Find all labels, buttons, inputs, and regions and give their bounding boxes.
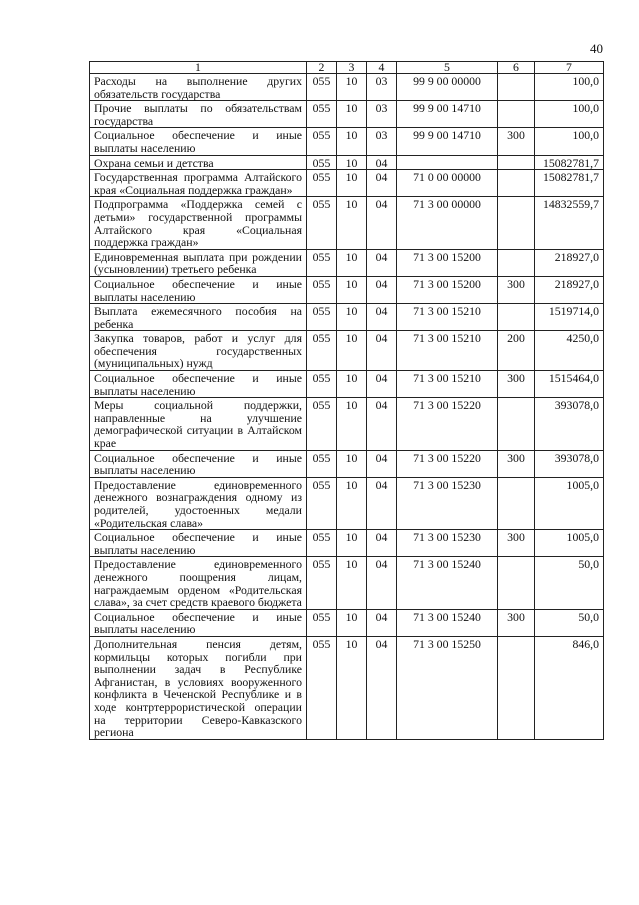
code-cell-3: 10	[337, 398, 367, 450]
code-cell-6	[498, 155, 535, 170]
page-number: 40	[590, 41, 603, 56]
code-cell-2: 055	[307, 609, 337, 636]
amount-cell: 15082781,7	[535, 155, 604, 170]
code-cell-6: 300	[498, 450, 535, 477]
amount-cell: 393078,0	[535, 450, 604, 477]
amount-cell: 1515464,0	[535, 371, 604, 398]
code-cell-5: 71 3 00 15200	[397, 249, 498, 276]
code-cell-2: 055	[307, 477, 337, 529]
code-cell-3: 10	[337, 74, 367, 101]
code-cell-4: 04	[367, 557, 397, 609]
item-name-cell: Охрана семьи и детства	[90, 155, 307, 170]
amount-cell: 1519714,0	[535, 304, 604, 331]
code-cell-3: 10	[337, 101, 367, 128]
code-cell-2: 055	[307, 371, 337, 398]
amount-cell: 1005,0	[535, 477, 604, 529]
code-cell-2: 055	[307, 128, 337, 155]
budget-table	[89, 61, 604, 740]
amount-cell: 846,0	[535, 636, 604, 739]
code-cell-4: 04	[367, 450, 397, 477]
table-row	[90, 609, 604, 636]
code-cell-5: 71 3 00 15230	[397, 477, 498, 529]
code-cell-6	[498, 101, 535, 128]
code-cell-6: 300	[498, 371, 535, 398]
code-cell-2: 055	[307, 170, 337, 197]
code-cell-5: 99 9 00 14710	[397, 101, 498, 128]
code-cell-2: 055	[307, 557, 337, 609]
code-cell-4: 03	[367, 101, 397, 128]
table-row	[90, 170, 604, 197]
header-col-7: 7	[535, 62, 604, 74]
code-cell-6: 200	[498, 331, 535, 371]
amount-cell: 100,0	[535, 74, 604, 101]
code-cell-2: 055	[307, 249, 337, 276]
code-cell-3: 10	[337, 304, 367, 331]
code-cell-5: 71 3 00 15220	[397, 398, 498, 450]
table-row	[90, 636, 604, 739]
item-name-cell: Дополнительная пенсия детям, кормильцы которых погибли при выполнении задач в Республике Афганистан, в условиях вооруженного конфликта в Чеченской Республике и в ходе контртеррористической операции на территории Северо-Кавказского региона	[90, 636, 307, 739]
amount-cell: 15082781,7	[535, 170, 604, 197]
code-cell-3: 10	[337, 609, 367, 636]
item-name-cell: Закупка товаров, работ и услуг для обеспечения государственных (муниципальных) нужд	[90, 331, 307, 371]
item-name-cell: Социальное обеспечение и иные выплаты населению	[90, 609, 307, 636]
table-row	[90, 155, 604, 170]
table-row	[90, 197, 604, 249]
code-cell-5: 71 3 00 00000	[397, 197, 498, 249]
amount-cell: 4250,0	[535, 331, 604, 371]
code-cell-6	[498, 249, 535, 276]
header-col-6: 6	[498, 62, 535, 74]
code-cell-6	[498, 557, 535, 609]
code-cell-2: 055	[307, 450, 337, 477]
item-name-cell: Социальное обеспечение и иные выплаты населению	[90, 450, 307, 477]
code-cell-6	[498, 477, 535, 529]
code-cell-4: 04	[367, 398, 397, 450]
amount-cell: 14832559,7	[535, 197, 604, 249]
amount-cell: 100,0	[535, 101, 604, 128]
table-row	[90, 331, 604, 371]
table-row	[90, 101, 604, 128]
code-cell-3: 10	[337, 197, 367, 249]
code-cell-6: 300	[498, 128, 535, 155]
table-row	[90, 304, 604, 331]
code-cell-4: 04	[367, 371, 397, 398]
code-cell-5	[397, 155, 498, 170]
code-cell-3: 10	[337, 530, 367, 557]
code-cell-6	[498, 636, 535, 739]
code-cell-3: 10	[337, 557, 367, 609]
code-cell-2: 055	[307, 530, 337, 557]
code-cell-3: 10	[337, 450, 367, 477]
code-cell-3: 10	[337, 477, 367, 529]
code-cell-2: 055	[307, 304, 337, 331]
code-cell-3: 10	[337, 249, 367, 276]
code-cell-6	[498, 170, 535, 197]
code-cell-5: 71 3 00 15210	[397, 331, 498, 371]
code-cell-2: 055	[307, 155, 337, 170]
code-cell-5: 99 9 00 14710	[397, 128, 498, 155]
item-name-cell: Расходы на выполнение других обязательств государства	[90, 74, 307, 101]
code-cell-2: 055	[307, 197, 337, 249]
code-cell-3: 10	[337, 371, 367, 398]
code-cell-6	[498, 74, 535, 101]
code-cell-5: 71 3 00 15230	[397, 530, 498, 557]
code-cell-3: 10	[337, 636, 367, 739]
code-cell-5: 71 0 00 00000	[397, 170, 498, 197]
code-cell-6: 300	[498, 530, 535, 557]
code-cell-3: 10	[337, 170, 367, 197]
code-cell-4: 03	[367, 128, 397, 155]
item-name-cell: Единовременная выплата при рождении (усыновлении) третьего ребенка	[90, 249, 307, 276]
amount-cell: 50,0	[535, 609, 604, 636]
code-cell-4: 04	[367, 477, 397, 529]
table-row	[90, 398, 604, 450]
code-cell-6: 300	[498, 276, 535, 303]
table-header-row	[90, 62, 604, 74]
code-cell-6: 300	[498, 609, 535, 636]
table-row	[90, 450, 604, 477]
code-cell-5: 71 3 00 15210	[397, 371, 498, 398]
code-cell-4: 04	[367, 170, 397, 197]
item-name-cell: Меры социальной поддержки, направленные на улучшение демографической ситуации в Алтайском крае	[90, 398, 307, 450]
code-cell-5: 71 3 00 15250	[397, 636, 498, 739]
code-cell-6	[498, 197, 535, 249]
code-cell-3: 10	[337, 276, 367, 303]
amount-cell: 50,0	[535, 557, 604, 609]
code-cell-5: 71 3 00 15200	[397, 276, 498, 303]
code-cell-4: 04	[367, 276, 397, 303]
item-name-cell: Социальное обеспечение и иные выплаты населению	[90, 371, 307, 398]
header-col-4: 4	[367, 62, 397, 74]
header-col-3: 3	[337, 62, 367, 74]
item-name-cell: Прочие выплаты по обязательствам государства	[90, 101, 307, 128]
header-col-2: 2	[307, 62, 337, 74]
table-row	[90, 128, 604, 155]
code-cell-4: 04	[367, 155, 397, 170]
item-name-cell: Выплата ежемесячного пособия на ребенка	[90, 304, 307, 331]
table-row	[90, 74, 604, 101]
table-row	[90, 371, 604, 398]
code-cell-2: 055	[307, 331, 337, 371]
header-col-1: 1	[90, 62, 307, 74]
code-cell-2: 055	[307, 74, 337, 101]
item-name-cell: Предоставление единовременного денежного поощрения лицам, награждаемым орденом «Родительская слава», за счет средств краевого бюджета	[90, 557, 307, 609]
table-row	[90, 530, 604, 557]
amount-cell: 218927,0	[535, 249, 604, 276]
code-cell-3: 10	[337, 331, 367, 371]
code-cell-4: 04	[367, 609, 397, 636]
item-name-cell: Подпрограмма «Поддержка семей с детьми» государственной программы Алтайского края «Социальная поддержка граждан»	[90, 197, 307, 249]
code-cell-4: 04	[367, 331, 397, 371]
item-name-cell: Социальное обеспечение и иные выплаты населению	[90, 530, 307, 557]
code-cell-2: 055	[307, 636, 337, 739]
amount-cell: 393078,0	[535, 398, 604, 450]
code-cell-5: 71 3 00 15210	[397, 304, 498, 331]
header-col-5: 5	[397, 62, 498, 74]
code-cell-4: 04	[367, 249, 397, 276]
code-cell-2: 055	[307, 398, 337, 450]
code-cell-4: 04	[367, 304, 397, 331]
code-cell-4: 03	[367, 74, 397, 101]
amount-cell: 218927,0	[535, 276, 604, 303]
code-cell-4: 04	[367, 530, 397, 557]
code-cell-6	[498, 304, 535, 331]
item-name-cell: Государственная программа Алтайского края «Социальная поддержка граждан»	[90, 170, 307, 197]
code-cell-5: 71 3 00 15240	[397, 609, 498, 636]
code-cell-5: 71 3 00 15240	[397, 557, 498, 609]
code-cell-6	[498, 398, 535, 450]
amount-cell: 1005,0	[535, 530, 604, 557]
item-name-cell: Социальное обеспечение и иные выплаты населению	[90, 128, 307, 155]
item-name-cell: Социальное обеспечение и иные выплаты населению	[90, 276, 307, 303]
code-cell-4: 04	[367, 636, 397, 739]
code-cell-3: 10	[337, 155, 367, 170]
table-row	[90, 477, 604, 529]
table-row	[90, 249, 604, 276]
code-cell-3: 10	[337, 128, 367, 155]
table-row	[90, 557, 604, 609]
code-cell-5: 99 9 00 00000	[397, 74, 498, 101]
table-row	[90, 276, 604, 303]
item-name-cell: Предоставление единовременного денежного вознаграждения одному из родителей, удостоенных медали «Родительская слава»	[90, 477, 307, 529]
code-cell-5: 71 3 00 15220	[397, 450, 498, 477]
amount-cell: 100,0	[535, 128, 604, 155]
code-cell-2: 055	[307, 101, 337, 128]
code-cell-4: 04	[367, 197, 397, 249]
code-cell-2: 055	[307, 276, 337, 303]
